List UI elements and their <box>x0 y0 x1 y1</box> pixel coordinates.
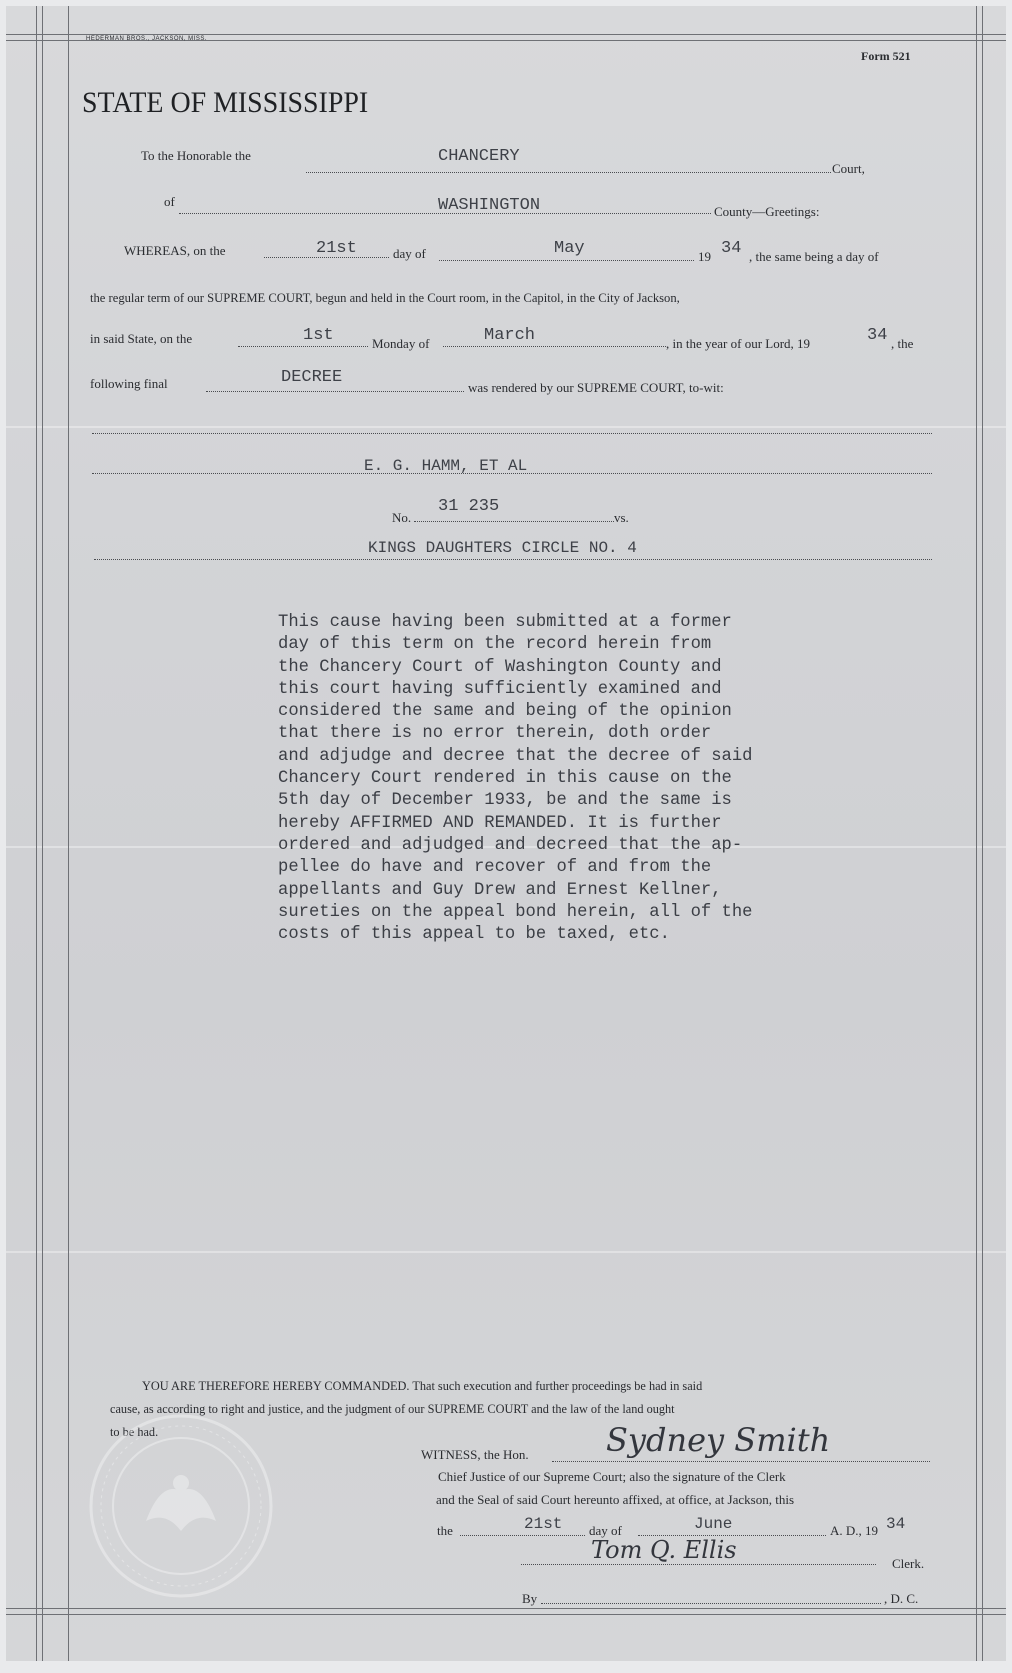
whereas-month-line <box>439 260 694 261</box>
whereas-suffix: , the same being a day of <box>749 249 879 264</box>
border-line-left-inner <box>42 6 43 1661</box>
margin-line-left <box>68 6 69 1661</box>
monday-of-label: Monday of <box>372 336 430 351</box>
border-line-left <box>36 6 37 1661</box>
decree-line: 5th day of December 1933, be and the same is <box>278 791 732 811</box>
witness-day: 21st <box>524 1515 563 1533</box>
case-number-line <box>414 521 614 522</box>
court-name-line <box>306 172 831 173</box>
term-year: 34 <box>867 326 888 345</box>
command-line-2: cause, as according to right and justice, and the judgment of our SUPREME COURT and the law of the land ought <box>110 1402 675 1416</box>
case-no-label: No. <box>392 510 412 525</box>
clerk-signature: Tom Q. Ellis <box>591 1536 737 1564</box>
witness-signature-line <box>552 1461 930 1462</box>
decree-line: the Chancery Court of Washington County and <box>278 657 722 677</box>
appellee-name: KINGS DAUGHTERS CIRCLE NO. 4 <box>368 539 637 557</box>
decree-body <box>278 612 752 946</box>
the-label: the <box>437 1523 453 1538</box>
command-line-1: YOU ARE THEREFORE HEREBY COMMANDED. That such execution and further proceedings be had in said <box>142 1379 703 1393</box>
decree-line: sureties on the appeal bond herein, all of the <box>278 902 753 922</box>
case-number: 31 235 <box>438 497 500 516</box>
county-greetings: County—Greetings: <box>714 204 820 219</box>
term-month: March <box>484 326 536 345</box>
court-suffix: Court, <box>832 161 865 176</box>
witness-label: WITNESS, the Hon. <box>421 1447 529 1462</box>
appellee-line <box>94 559 932 560</box>
by-label: By <box>522 1591 538 1606</box>
decree-line: costs of this appeal to be taxed, etc. <box>278 925 670 945</box>
decree-line: pellee do have and recover of and from the <box>278 858 712 878</box>
decree-line: and adjudge and decree that the decree of said <box>278 746 753 766</box>
paper-fold <box>6 1251 1006 1253</box>
appellant-line <box>92 473 932 474</box>
witness-day-of-label: day of <box>589 1523 622 1538</box>
document-page <box>6 6 1006 1661</box>
witness-day-line <box>460 1535 585 1536</box>
border-line-bottom-inner <box>6 1614 1006 1615</box>
deputy-clerk-label: , D. C. <box>884 1591 919 1606</box>
term-month-line <box>443 346 666 347</box>
margin-line-right <box>976 6 977 1661</box>
term-suffix: , the <box>891 336 914 351</box>
decree-line: ordered and adjudged and decreed that the ap- <box>278 835 743 855</box>
printer-imprint: HEDERMAN BROS., JACKSON, MISS. <box>86 36 208 42</box>
chief-justice-signature: Sydney Smith <box>606 1421 831 1459</box>
term-year-prefix: , in the year of our Lord, 19 <box>666 336 811 351</box>
witness-line-1: Chief Justice of our Supreme Court; also the signature of the Clerk <box>438 1469 786 1484</box>
final-suffix: was rendered by our SUPREME COURT, to-wit: <box>468 380 724 395</box>
decree-line: This cause having been submitted at a former <box>278 613 732 632</box>
day-of-label: day of <box>393 246 426 261</box>
decree-line: day of this term on the record herein from <box>278 635 712 655</box>
decree-line: that there is no error therein, doth order <box>278 724 712 744</box>
border-line-right <box>982 6 983 1661</box>
whereas-year: 34 <box>721 239 742 258</box>
of-label: of <box>164 194 175 209</box>
decree-line: this court having sufficiently examined and <box>278 679 722 699</box>
decree-line: Chancery Court rendered in this cause on the <box>278 769 732 789</box>
final-prefix: following final <box>90 376 168 391</box>
county-name: WASHINGTON <box>438 196 541 215</box>
to-honorable-label: To the Honorable the <box>141 148 251 163</box>
whereas-month: May <box>554 239 585 258</box>
witness-line-2: and the Seal of said Court hereunto affixed, at office, at Jackson, this <box>436 1492 795 1507</box>
whereas-day: 21st <box>316 239 357 258</box>
decree-type: DECREE <box>281 368 343 387</box>
deputy-clerk-line <box>541 1603 881 1604</box>
border-line-top <box>6 34 1006 35</box>
term-ordinal-line <box>238 346 368 347</box>
decree-line: hereby AFFIRMED AND REMANDED. It is further <box>278 813 722 833</box>
court-seal-icon <box>86 1411 276 1601</box>
appellant-name: E. G. HAMM, ET AL <box>364 457 528 475</box>
term-prefix: in said State, on the <box>90 331 193 346</box>
witness-year: 34 <box>886 1515 906 1533</box>
vs-label: vs. <box>614 510 629 525</box>
border-line-bottom <box>6 1608 1006 1609</box>
blank-rule <box>92 433 932 434</box>
page-title: STATE OF MISSISSIPPI <box>82 86 369 119</box>
term-ordinal: 1st <box>303 326 334 345</box>
court-name: CHANCERY <box>438 147 520 166</box>
command-line-3: to be had. <box>110 1425 159 1439</box>
final-type-line <box>206 391 464 392</box>
clerk-signature-line <box>521 1564 876 1565</box>
year-prefix: 19 <box>698 249 711 264</box>
ad-label: A. D., 19 <box>830 1523 879 1538</box>
decree-line: appellants and Guy Drew and Ernest Kellner, <box>278 880 722 900</box>
decree-line: considered the same and being of the opinion <box>278 702 732 722</box>
whereas-label: WHEREAS, on the <box>124 243 226 258</box>
witness-month: June <box>694 1515 733 1533</box>
form-number: Form 521 <box>861 49 911 63</box>
clerk-label: Clerk. <box>892 1556 925 1571</box>
paper-fold <box>6 426 1006 428</box>
regular-term-line: the regular term of our SUPREME COURT, begun and held in the Court room, in the Capitol, in the City of Jackson, <box>90 291 680 305</box>
